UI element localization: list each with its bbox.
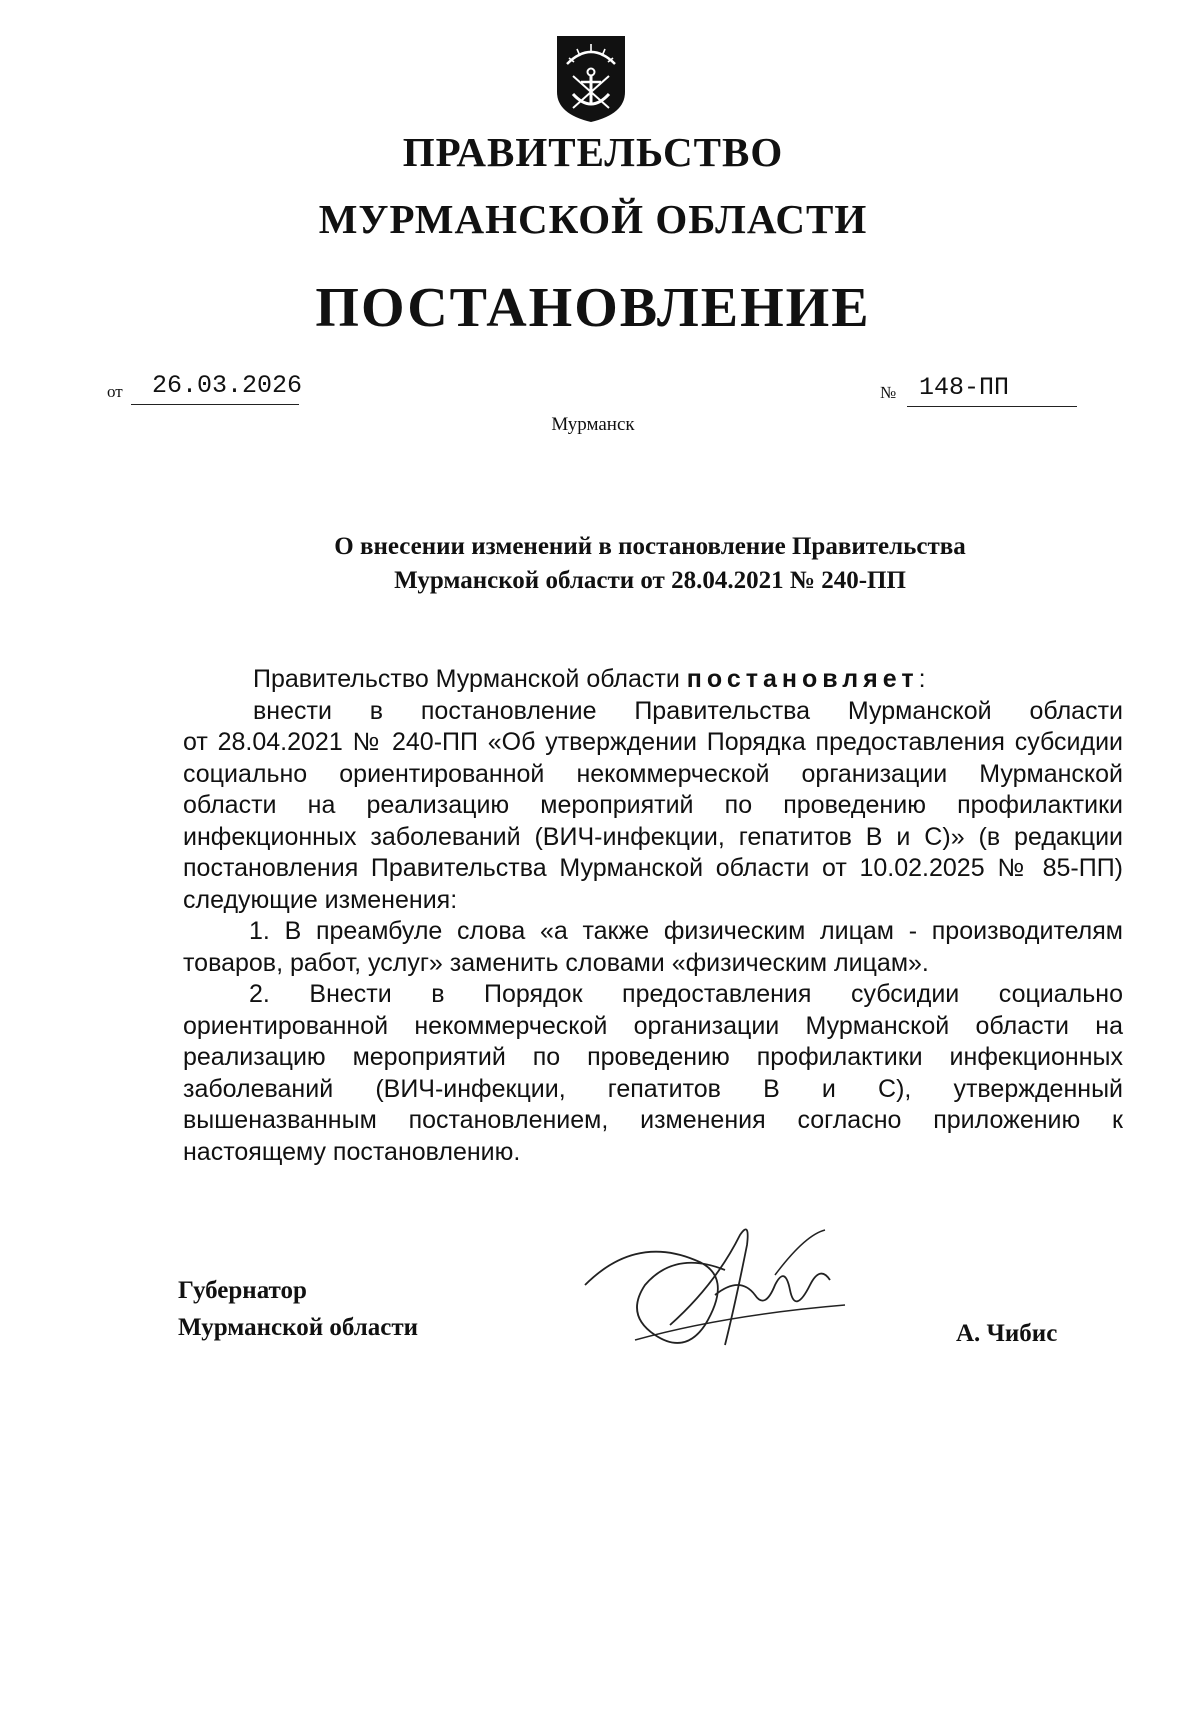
date-label: от	[107, 382, 123, 401]
title-line: Мурманской области от 28.04.2021 № 240-ПП	[394, 567, 906, 594]
paragraph-line: инфекционных заболеваний (ВИЧ-инфекции, гепатитов В и С)» (в редакции	[183, 822, 1123, 851]
intro-suffix: :	[918, 665, 926, 693]
item2-line: ориентированной некоммерческой организации Мурманской области на	[183, 1011, 1123, 1040]
number-underline	[907, 406, 1077, 407]
paragraph-line: внести в постановление Правительства Мурманской области	[253, 696, 1123, 725]
government-name-line1: ПРАВИТЕЛЬСТВО	[402, 129, 784, 175]
signatory-name: А. Чибис	[956, 1320, 1058, 1347]
coat-of-arms-emblem	[555, 34, 627, 124]
city: Мурманск	[551, 414, 635, 435]
position-line: Губернатор	[178, 1277, 307, 1304]
paragraph-line: постановления Правительства Мурманской области от 10.02.2025 № 85-ПП)	[183, 854, 1123, 882]
document-date: 26.03.2026	[152, 371, 303, 400]
paragraph-line: от 28.04.2021 № 240-ПП «Об утверждении Порядка предоставления субсидии	[183, 728, 1123, 756]
document-body	[183, 664, 1123, 1168]
intro-line	[183, 664, 1123, 696]
item2-line: настоящему постановлению.	[183, 1137, 521, 1166]
date-underline	[131, 404, 299, 405]
item2-line: заболеваний (ВИЧ-инфекции, гепатитов В и С), утвержденный	[183, 1074, 1123, 1103]
item1-line: товаров, работ, услуг» заменить словами «физическим лицам».	[183, 948, 929, 977]
item1-line: 1. В преамбуле слова «а также физическим лицам - производителям	[249, 917, 1123, 945]
intro-action: постановляет	[686, 665, 919, 693]
paragraph-line: следующие изменения:	[183, 885, 458, 914]
item2-line: вышеназванным постановлением, изменения согласно приложению к	[183, 1106, 1123, 1134]
paragraph-line: области на реализацию мероприятий по проведению профилактики	[183, 791, 1123, 819]
item2-line: 2. Внести в Порядок предоставления субсидии социально	[249, 980, 1123, 1008]
government-name-line2: МУРМАНСКОЙ ОБЛАСТИ	[318, 196, 868, 242]
number-label: №	[880, 383, 897, 402]
paragraph-line: социально ориентированной некоммерческой организации Мурманской	[183, 759, 1123, 788]
title-line: О внесении изменений в постановление Правительства	[334, 533, 966, 560]
signatory-position	[178, 1272, 418, 1346]
document-title	[290, 530, 1010, 598]
item2-line: реализацию мероприятий по проведению профилактики инфекционных	[183, 1043, 1123, 1071]
intro-prefix: Правительство Мурманской области	[253, 665, 687, 693]
position-line: Мурманской области	[178, 1314, 419, 1341]
handwritten-signature	[575, 1215, 875, 1375]
document-type: ПОСТАНОВЛЕНИЕ	[315, 277, 871, 339]
document-number: 148-ПП	[919, 373, 1010, 402]
